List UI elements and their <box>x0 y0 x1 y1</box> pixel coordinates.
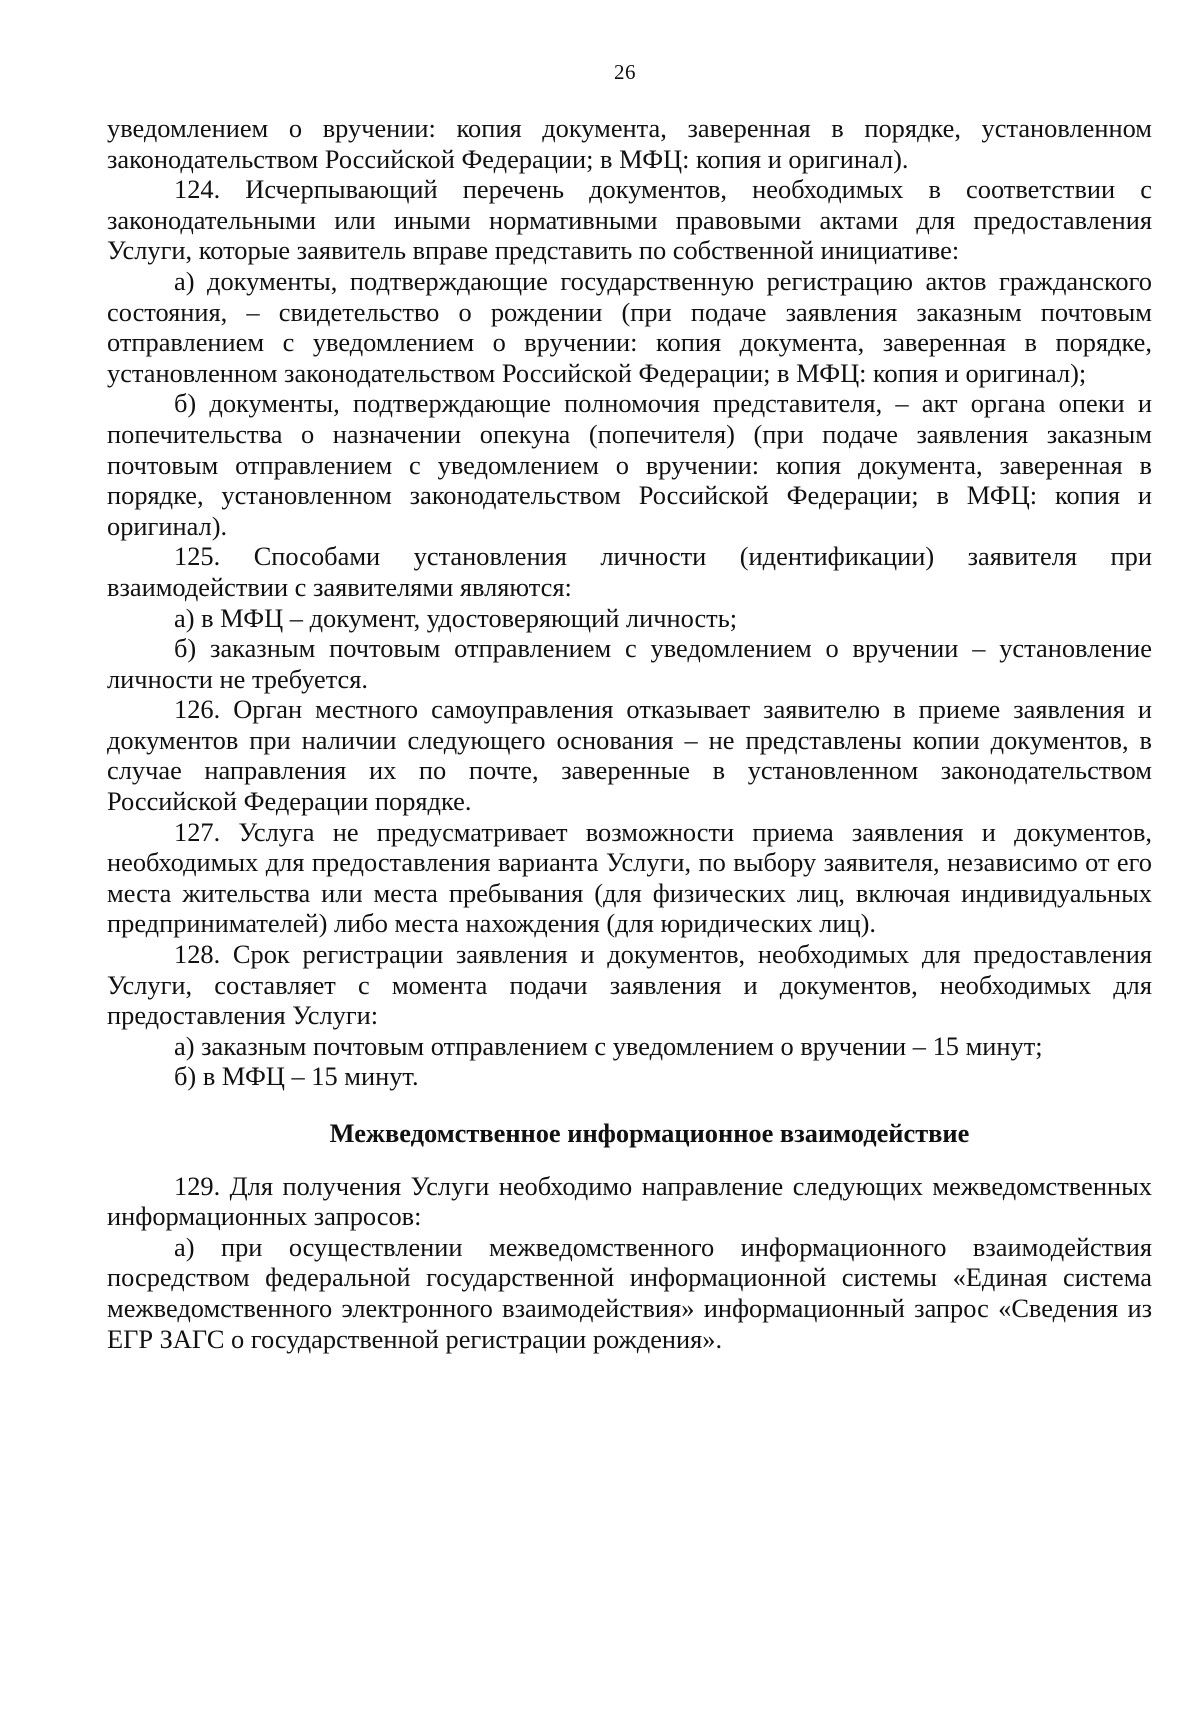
page-number: 26 <box>614 60 636 84</box>
paragraph-128-b: б) в МФЦ – 15 минут. <box>174 1061 419 1092</box>
paragraph-125: 125. Способами установления личности (идентификации) заявителя при взаимодействии с заявителями являются: <box>107 541 1152 602</box>
paragraph-124-b: б) документы, подтверждающие полномочия представителя, – акт органа опеки и попечительства о назначении опекуна (попечителя) (при подаче заявления заказным почтовым отправлением с уведомлением о вручении: копия документа, заверенная в порядке, установленном законодательством Российской Федерации; в МФЦ: копия и оригинал). <box>107 388 1152 541</box>
paragraph-continuation: уведомлением о вручении: копия документа, заверенная в порядке, установленном законодательством Российской Федерации; в МФЦ: копия и оригинал). <box>107 113 1152 174</box>
paragraph-124: 124. Исчерпывающий перечень документов, необходимых в соответствии с законодательными или иными нормативными правовыми актами для предоставления Услуги, которые заявитель вправе представить по собственной инициативе: <box>107 174 1152 266</box>
paragraph-129-a: а) при осуществлении межведомственного информационного взаимодействия посредством федеральной государственной информационной системы «Единая система межведомственного электронного взаимодействия» информационный запрос «Сведения из ЕГР ЗАГС о государственной регистрации рождения». <box>107 1231 1152 1354</box>
paragraph-125-b: б) заказным почтовым отправлением с уведомлением о вручении – установление личности не требуется. <box>107 633 1152 694</box>
paragraph-127: 127. Услуга не предусматривает возможности приема заявления и документов, необходимых для предоставления варианта Услуги, по выбору заявителя, независимо от его места жительства или места пребывания (для физических лиц, включая индивидуальных предпринимателей) либо места нахождения (для юридических лиц). <box>107 816 1152 939</box>
paragraph-128: 128. Срок регистрации заявления и документов, необходимых для предоставления Услуги, составляет с момента подачи заявления и документов, необходимых для предоставления Услуги: <box>107 939 1152 1031</box>
paragraph-126: 126. Орган местного самоуправления отказывает заявителю в приеме заявления и документов при наличии следующего основания – не представлены копии документов, в случае направления их по почте, заверенные в установленном законодательством Российской Федерации порядке. <box>107 694 1152 817</box>
section-heading: Межведомственное информационное взаимодействие <box>329 1118 970 1148</box>
document-body <box>107 113 1152 1354</box>
paragraph-129: 129. Для получения Услуги необходимо направление следующих межведомственных информационных запросов: <box>107 1170 1152 1232</box>
paragraph-128-a: а) заказным почтовым отправлением с уведомлением о вручении – 15 минут; <box>174 1030 1043 1061</box>
paragraph-125-a: а) в МФЦ – документ, удостоверяющий личность; <box>174 602 738 633</box>
paragraph-124-a: а) документы, подтверждающие государственную регистрацию актов гражданского состояния, – свидетельство о рождении (при подаче заявления заказным почтовым отправлением с уведомлением о вручении: копия документа, заверенная в порядке, установленном законодательством Российской Федерации; в МФЦ: копия и оригинал); <box>107 265 1152 388</box>
